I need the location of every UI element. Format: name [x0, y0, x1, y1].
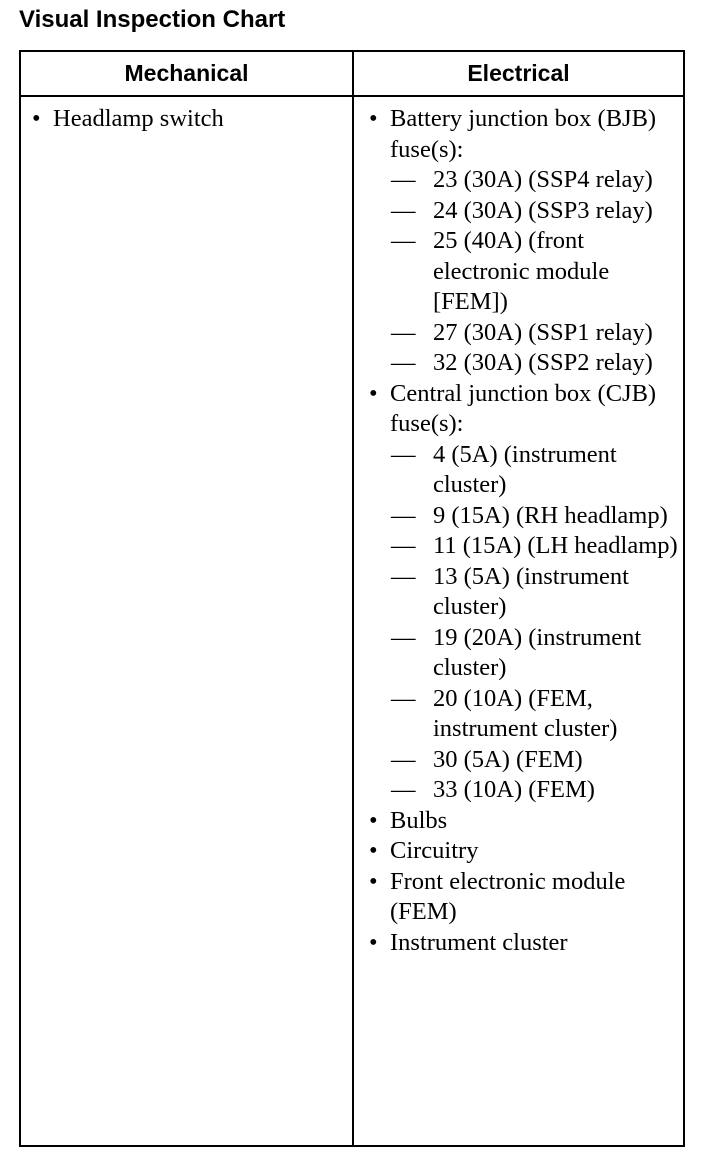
- bullet-mark: •: [32, 105, 41, 132]
- fuse-text: 20 (10A) (FEM, instrument cluster): [433, 684, 618, 742]
- dash-mark: —: [391, 623, 416, 651]
- sub-list-item: [366, 318, 686, 349]
- dash-mark: —: [391, 318, 416, 346]
- fuse-text: 30 (5A) (FEM): [433, 745, 583, 773]
- fuse-text: 25 (40A) (front electronic module [FEM]): [433, 227, 610, 315]
- dash-mark: —: [391, 440, 416, 468]
- fuse-text: 24 (30A) (SSP3 relay): [433, 196, 653, 224]
- fuse-text: 13 (5A) (instrument cluster): [433, 562, 629, 620]
- dash-mark: —: [391, 196, 416, 224]
- header-divider: [21, 95, 683, 97]
- chart-title: Visual Inspection Chart: [19, 6, 286, 33]
- sub-list-item: [366, 165, 686, 196]
- header-mechanical: Mechanical: [124, 60, 249, 86]
- item-text: Headlamp switch: [53, 105, 224, 132]
- inspection-table: [19, 50, 685, 1147]
- item-text: Front electronic module (FEM): [390, 867, 626, 925]
- sub-list-item: [366, 196, 686, 227]
- bullet-mark: •: [369, 837, 378, 864]
- sub-list-item: [366, 775, 686, 806]
- item-text: Battery junction box (BJB) fuse(s):: [390, 105, 657, 163]
- sub-list-item: [366, 745, 686, 776]
- sub-list-item: [366, 348, 686, 379]
- column-divider: [352, 52, 354, 1145]
- sub-list-item: [366, 440, 686, 501]
- bullet-mark: •: [369, 379, 378, 407]
- fuse-text: 23 (30A) (SSP4 relay): [433, 166, 653, 193]
- list-item: [366, 867, 686, 928]
- list-item: [366, 104, 686, 165]
- bullet-mark: •: [369, 928, 378, 956]
- dash-mark: —: [391, 562, 416, 590]
- list-item: [366, 379, 686, 440]
- fuse-text: 19 (20A) (instrument cluster): [433, 623, 642, 681]
- dash-mark: —: [391, 776, 416, 803]
- bullet-mark: •: [369, 867, 378, 895]
- fuse-text: 32 (30A) (SSP2 relay): [433, 349, 653, 376]
- bullet-mark: •: [369, 105, 378, 132]
- fuse-text: 27 (30A) (SSP1 relay): [433, 318, 653, 346]
- bullet-mark: •: [369, 806, 378, 834]
- mechanical-cell: [29, 104, 347, 135]
- sub-list-item: [366, 531, 686, 562]
- dash-mark: —: [391, 227, 416, 254]
- list-item: [366, 806, 686, 837]
- sub-list-item: [366, 623, 686, 684]
- sub-list-item: [366, 501, 686, 532]
- dash-mark: —: [391, 166, 416, 193]
- fuse-text: 9 (15A) (RH headlamp): [433, 501, 668, 529]
- sub-list-item: [366, 562, 686, 623]
- electrical-cell: [366, 104, 686, 958]
- fuse-text: 4 (5A) (instrument cluster): [433, 440, 617, 498]
- item-text: Central junction box (CJB) fuse(s):: [390, 379, 657, 437]
- dash-mark: —: [391, 745, 416, 773]
- item-text: Bulbs: [390, 806, 448, 834]
- fuse-text: 33 (10A) (FEM): [433, 776, 595, 803]
- sub-list-item: [366, 226, 686, 318]
- dash-mark: —: [391, 532, 416, 559]
- header-electrical: Electrical: [467, 60, 570, 86]
- list-item: [366, 928, 686, 959]
- item-text: Circuitry: [390, 837, 479, 864]
- item-text: Instrument cluster: [390, 928, 568, 956]
- dash-mark: —: [391, 349, 416, 376]
- dash-mark: —: [391, 684, 416, 712]
- sub-list-item: [366, 684, 686, 745]
- dash-mark: —: [391, 501, 416, 529]
- list-item: [366, 836, 686, 867]
- fuse-text: 11 (15A) (LH headlamp): [433, 532, 678, 559]
- list-item: [29, 104, 347, 135]
